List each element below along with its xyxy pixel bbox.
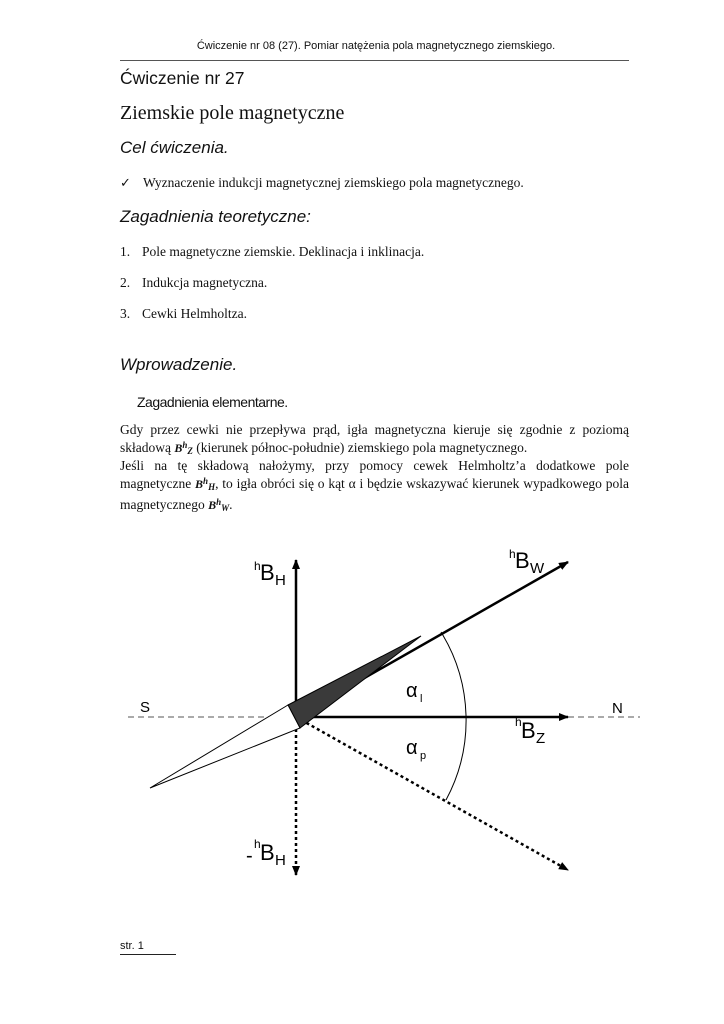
label-alpha-l: [406, 680, 422, 705]
list-item-number: 1.: [120, 244, 131, 259]
running-header: Ćwiczenie nr 08 (27). Pomiar natężenia pola magnetycznego ziemskiego.: [196, 40, 556, 52]
list-item: [120, 275, 267, 291]
footer-rule: [120, 954, 176, 955]
svg-text:-: -: [246, 845, 253, 867]
checkmark-icon: ✓: [120, 176, 131, 191]
theory-heading: Zagadnienia teoretyczne:: [120, 207, 311, 226]
svg-text:α: α: [406, 737, 418, 759]
svg-text:h: h: [254, 559, 261, 573]
svg-text:B: B: [521, 718, 536, 743]
svg-text:B: B: [515, 548, 530, 573]
list-item-number: 3.: [120, 306, 131, 321]
label-n: N: [612, 700, 623, 717]
list-item-number: 2.: [120, 275, 131, 290]
svg-text:l: l: [420, 693, 423, 705]
list-item: [120, 306, 247, 322]
svg-text:α: α: [406, 680, 418, 702]
symbol-bz: $B^h_Z$: [174, 439, 193, 456]
paragraph-2: Jeśli na tę składową nałożymy, przy pomocy cewek Helmholtz’a dodatkowe pole magnetyczne $B^h_H$, to igła obróci się o kąt α i będzie wskazywać kierunek wypadkowego pola magnetycznego $B^h_W$.: [120, 458, 629, 513]
page-title: Ziemskie pole magnetyczne: [120, 102, 345, 124]
symbol-bh: $B^h_H$: [195, 475, 216, 492]
svg-text:h: h: [509, 547, 516, 561]
intro-heading: Wprowadzenie.: [120, 355, 238, 374]
paragraph-1: Gdy przez cewki nie przepływa prąd, igła magnetyczna kieruje się zgodnie z poziomą składową $B^h_Z$ (kierunek północ-południe) ziemskiego pola magnetycznego.: [120, 422, 629, 456]
symbol-bw: $B^h_W$: [208, 497, 230, 513]
svg-text:h: h: [254, 837, 261, 851]
svg-text:H: H: [275, 852, 286, 869]
svg-text:H: H: [275, 572, 286, 589]
svg-text:h: h: [515, 715, 522, 729]
page-number: str. 1: [120, 940, 144, 952]
vector-diagram: [110, 540, 650, 900]
list-item-text: Indukcja magnetyczna.: [142, 275, 268, 290]
header-rule: [120, 60, 629, 61]
needle-north: [288, 636, 421, 728]
svg-text:W: W: [530, 560, 545, 577]
subsection-heading: Zagadnienia elementarne.: [137, 394, 288, 410]
list-item-text: Pole magnetyczne ziemskie. Deklinacja i inklinacja.: [142, 244, 425, 259]
goal-item-text: Wyznaczenie indukcji magnetycznej ziemskiego pola magnetycznego.: [143, 175, 524, 190]
svg-text:B: B: [260, 840, 275, 865]
svg-text:B: B: [260, 560, 275, 585]
label-minus-bh: [246, 837, 286, 869]
list-item: [120, 244, 424, 260]
goal-list-item: [120, 175, 524, 191]
label-s: S: [140, 699, 151, 716]
svg-text:Z: Z: [536, 730, 546, 747]
list-item-text: Cewki Helmholtza.: [142, 306, 247, 321]
svg-text:p: p: [420, 750, 427, 762]
chapter-label: Ćwiczenie nr 27: [120, 68, 245, 88]
label-bh: [254, 559, 286, 589]
goal-heading: Cel ćwiczenia.: [120, 138, 229, 157]
label-bz: [515, 715, 545, 747]
label-alpha-p: [406, 737, 426, 762]
label-bw: [509, 547, 545, 577]
